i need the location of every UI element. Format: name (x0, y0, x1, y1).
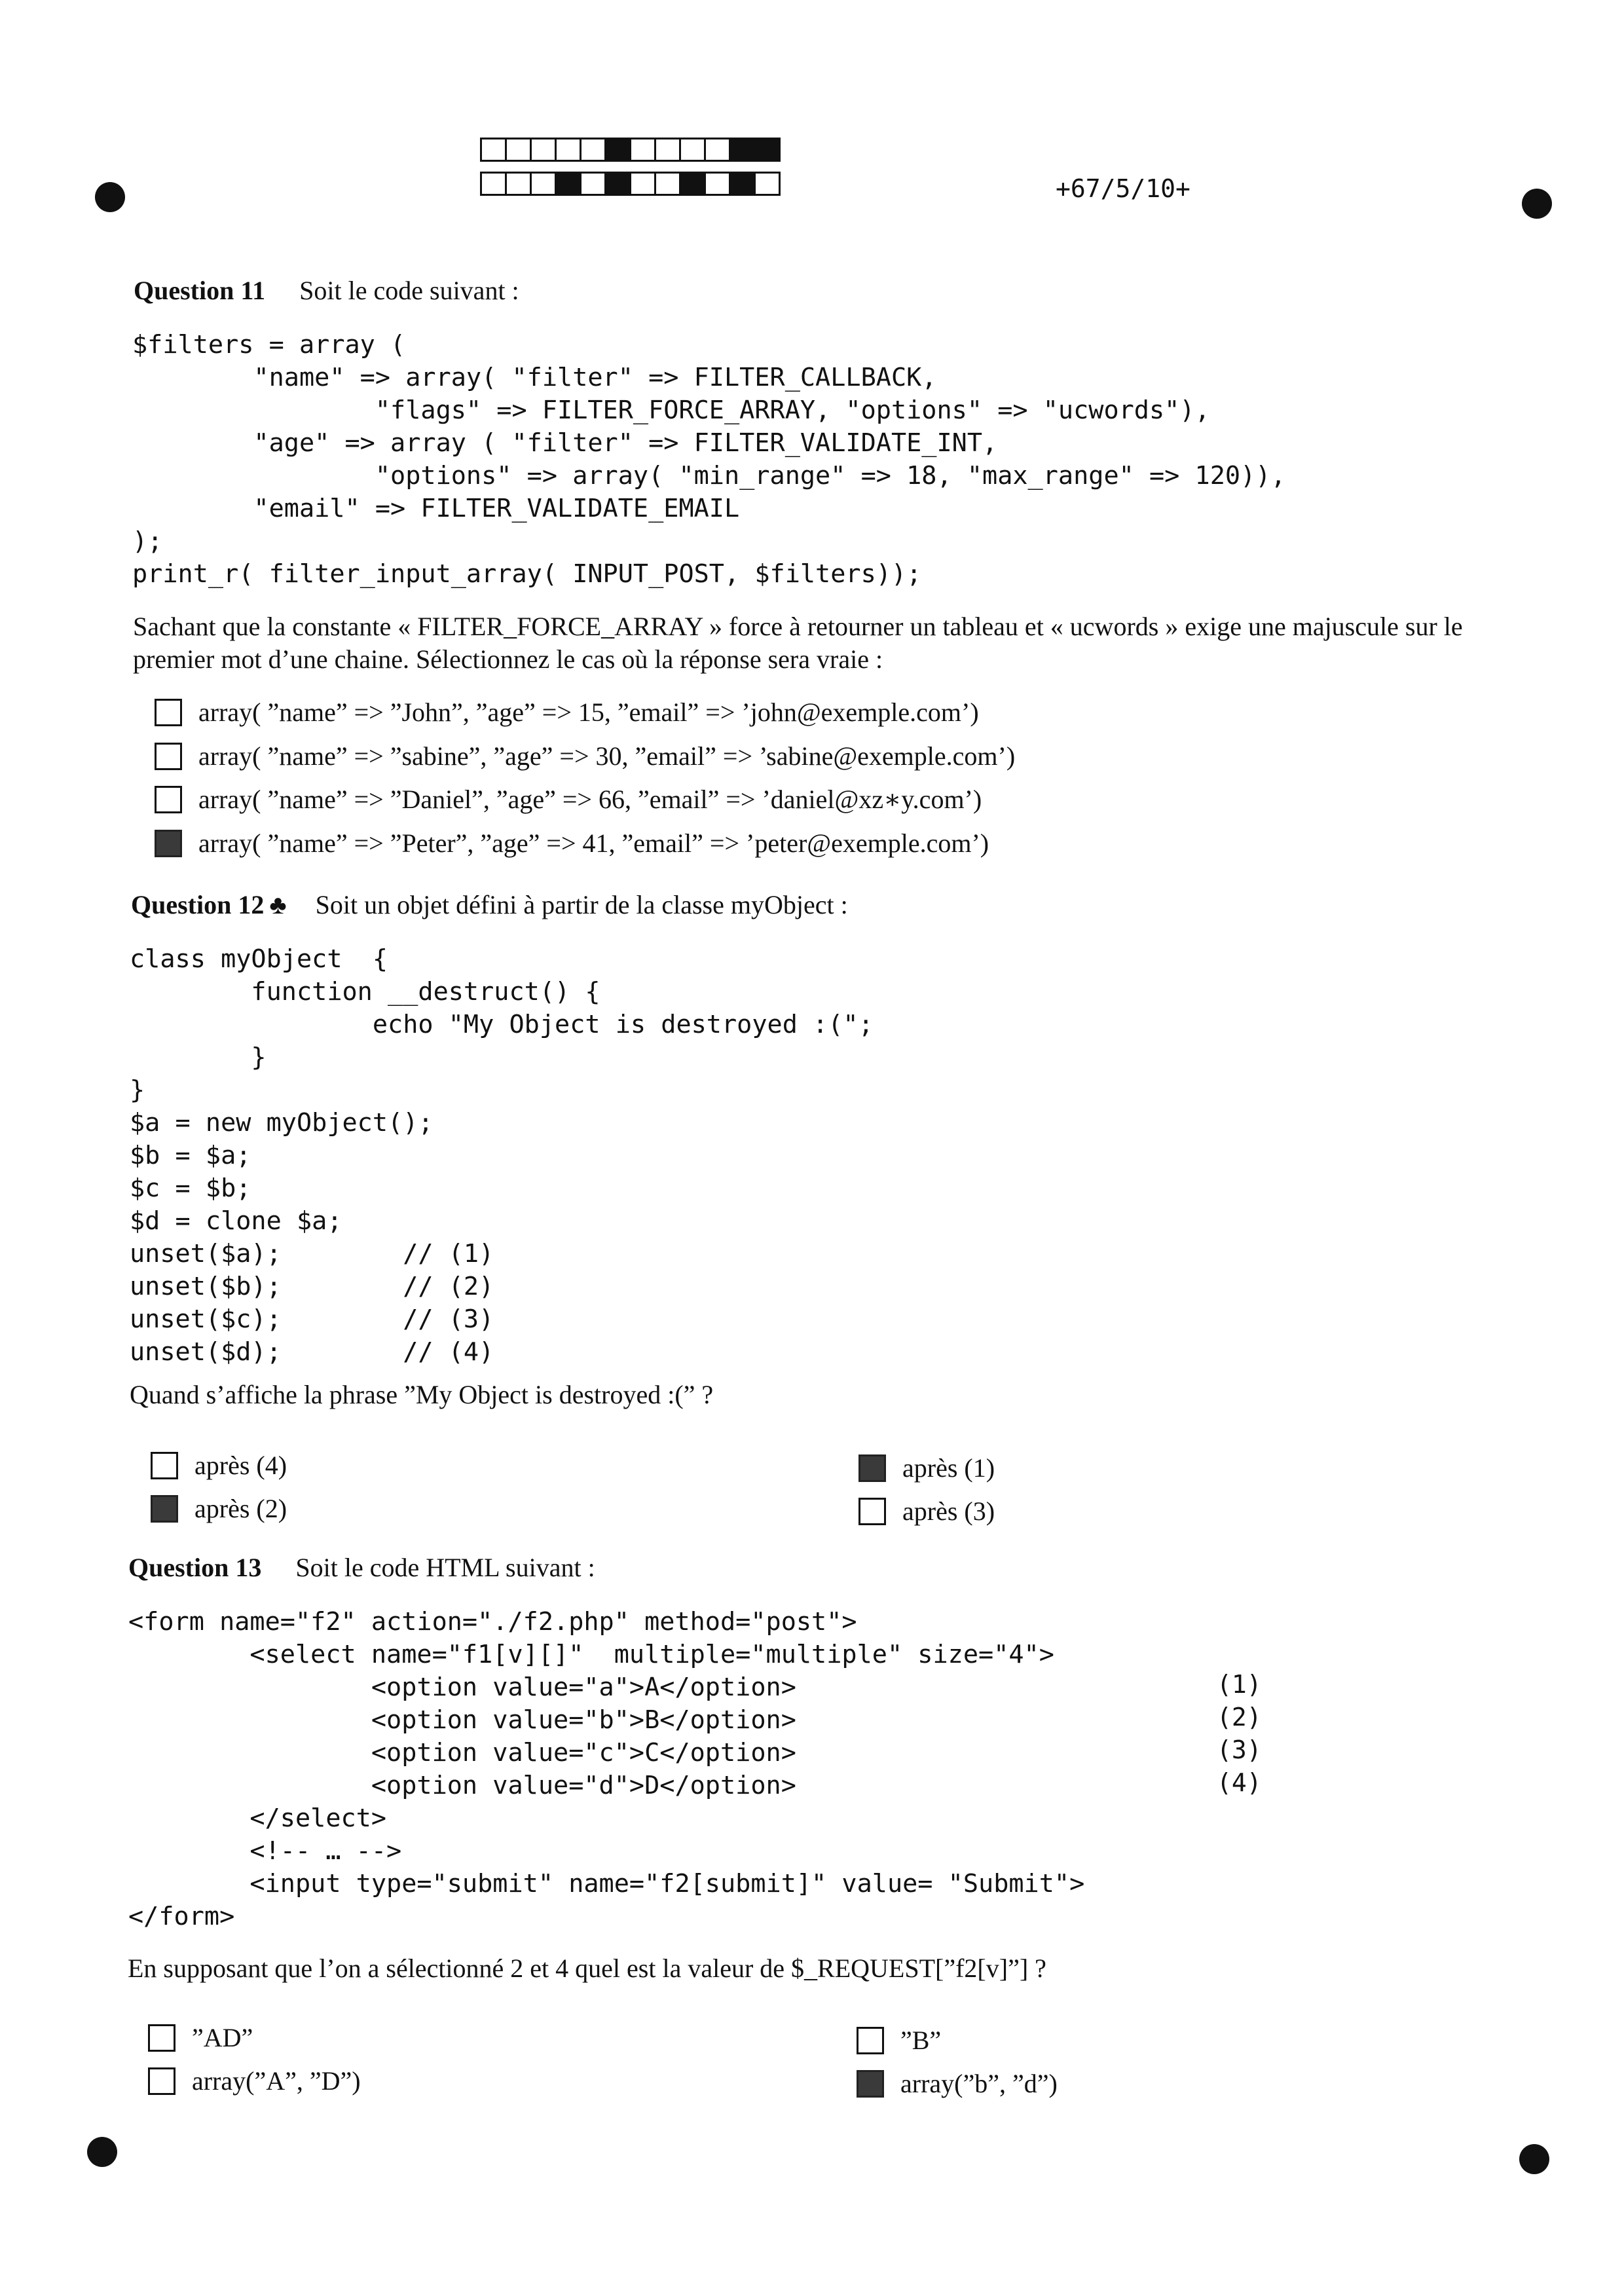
q11-choice-label: array( ”name” => ”John”, ”age” => 15, ”email” => ’john@exemple.com’) (198, 697, 979, 727)
barcode-row-2 (482, 172, 781, 196)
barcode-cell (629, 138, 656, 162)
q13-choice-label: ”B” (900, 2026, 942, 2055)
q13-checkbox[interactable] (148, 2067, 175, 2095)
q12-choice-label: après (1) (902, 1453, 995, 1483)
q12-choice[interactable] (151, 1450, 287, 1481)
barcode-cell (480, 172, 507, 196)
barcode-cell (729, 172, 756, 196)
question-11-text: Sachant que la constante « FILTER_FORCE_ARRAY » force à retourner un tableau et « ucwords » exige une majuscule sur le premier mot d’une chaine. Sélectionnez le cas où la réponse sera vraie : (133, 612, 1463, 674)
q12-choice-label: après (3) (902, 1496, 995, 1526)
barcode-cell (530, 138, 557, 162)
q12-checkbox[interactable] (858, 1454, 886, 1482)
q11-checkbox[interactable] (155, 786, 182, 813)
q12-choice-label: après (4) (194, 1451, 287, 1480)
question-12-prompt: Soit un objet défini à partir de la classe myObject : (315, 890, 848, 919)
q12-choice[interactable] (858, 1453, 995, 1483)
barcode-cell (604, 138, 631, 162)
q11-checkbox[interactable] (155, 743, 182, 770)
q13-choice[interactable] (148, 2065, 361, 2096)
barcode-cell (654, 138, 681, 162)
q13-choice-label: array(”A”, ”D”) (192, 2066, 361, 2096)
q13-choice[interactable] (857, 2025, 941, 2056)
question-12-text: Quand s’affiche la phrase ”My Object is destroyed :(” ? (130, 1380, 714, 1409)
code-line-number: (1) (1217, 1670, 1262, 1699)
barcode-cell (629, 172, 656, 196)
page-id: +67/5/10+ (1056, 174, 1190, 203)
question-13-prompt: Soit le code HTML suivant : (295, 1553, 595, 1582)
q13-checkbox[interactable] (148, 2024, 175, 2052)
barcode-cell (704, 138, 731, 162)
q11-choice-label: array( ”name” => ”Peter”, ”age” => 41, ”email” => ’peter@exemple.com’) (198, 828, 989, 858)
barcode-cell (704, 172, 731, 196)
code-line-number: (2) (1217, 1703, 1262, 1731)
q12-checkbox[interactable] (858, 1498, 886, 1525)
barcode-cell (729, 138, 756, 162)
barcode-cell (754, 138, 781, 162)
q12-choice[interactable] (151, 1493, 287, 1524)
q11-choice[interactable] (155, 784, 982, 815)
q13-choice[interactable] (148, 2022, 253, 2053)
q11-choice[interactable] (155, 828, 989, 859)
q11-checkbox[interactable] (155, 699, 182, 726)
q13-choice-label: ”AD” (192, 2023, 253, 2052)
q12-choice-label: après (2) (194, 1494, 287, 1523)
q11-choice[interactable] (155, 697, 979, 728)
barcode-cell (580, 138, 606, 162)
barcode-cell (505, 138, 532, 162)
q13-checkbox[interactable] (857, 2070, 884, 2098)
question-13-title (128, 1552, 595, 1583)
barcode-cell (505, 172, 532, 196)
question-13-text: En supposant que l’on a sélectionné 2 et 4 quel est la valeur de $_REQUEST[”f2[v]”] ? (128, 1953, 1046, 1983)
barcode-cell (654, 172, 681, 196)
barcode-cell (580, 172, 606, 196)
code-line-number: (3) (1217, 1735, 1262, 1764)
registration-dot-top-left (95, 182, 125, 212)
club-icon: ♣ (269, 890, 287, 919)
code-line-number: (4) (1217, 1768, 1262, 1797)
q11-checkbox[interactable] (155, 830, 182, 857)
q12-checkbox[interactable] (151, 1495, 178, 1523)
question-12-title (131, 889, 848, 920)
registration-dot-top-right (1522, 189, 1552, 219)
registration-dot-bottom-left (87, 2137, 117, 2167)
q12-checkbox[interactable] (151, 1452, 178, 1479)
q13-checkbox[interactable] (857, 2027, 884, 2054)
question-12-code: class myObject { function __destruct() { echo "My Object is destroyed :("; } } $a = new myObject(); $b = $a; $c = $b; $d = clone $a; unset($a); // (1) unset($b); // (2) unset($c); // (3) unset($d); // (4) (130, 944, 874, 1367)
question-13-label: Question 13 (128, 1553, 262, 1582)
question-12-label: Question 12 (131, 890, 265, 919)
q13-choice-label: array(”b”, ”d”) (900, 2069, 1058, 2098)
question-13-code: <form name="f2" action="./f2.php" method="post"> <select name="f1[v][]" multiple="multiple" size="4"> <option value="a">A</option> <option value="b">B</option> <option value="c">C</option> <option value="d">D</option> </select> <!-- … --> <input type="submit" name="f2[submit]" value= "Submit"> </form> (128, 1607, 1085, 1931)
question-11-code: $filters = array ( "name" => array( "filter" => FILTER_CALLBACK, "flags" => FILTER_FORCE_ARRAY, "options" => "ucwords"), "age" => array ( "filter" => FILTER_VALIDATE_INT, "options" => array( "min_range" => 18, "max_range" => 120)), "email" => FILTER_VALIDATE_EMAIL ); print_r( filter_input_array( INPUT_POST, $filters)); (132, 330, 1286, 589)
question-11-label: Question 11 (134, 276, 266, 305)
q12-choice[interactable] (858, 1496, 995, 1527)
q11-choice-label: array( ”name” => ”Daniel”, ”age” => 66, ”email” => ’daniel@xz∗y.com’) (198, 785, 982, 814)
q11-choice[interactable] (155, 741, 1015, 771)
barcode-row-1 (482, 138, 781, 162)
barcode-cell (530, 172, 557, 196)
barcode-cell (604, 172, 631, 196)
barcode-cell (480, 138, 507, 162)
question-11-title (134, 275, 519, 306)
question-11-prompt: Soit le code suivant : (299, 276, 519, 305)
registration-dot-bottom-right (1519, 2144, 1549, 2174)
barcode-cell (679, 138, 706, 162)
barcode-cell (754, 172, 781, 196)
barcode-cell (555, 138, 581, 162)
q11-choice-label: array( ”name” => ”sabine”, ”age” => 30, ”email” => ’sabine@exemple.com’) (198, 741, 1016, 771)
q13-choice[interactable] (857, 2068, 1058, 2099)
barcode-cell (555, 172, 581, 196)
barcode-cell (679, 172, 706, 196)
